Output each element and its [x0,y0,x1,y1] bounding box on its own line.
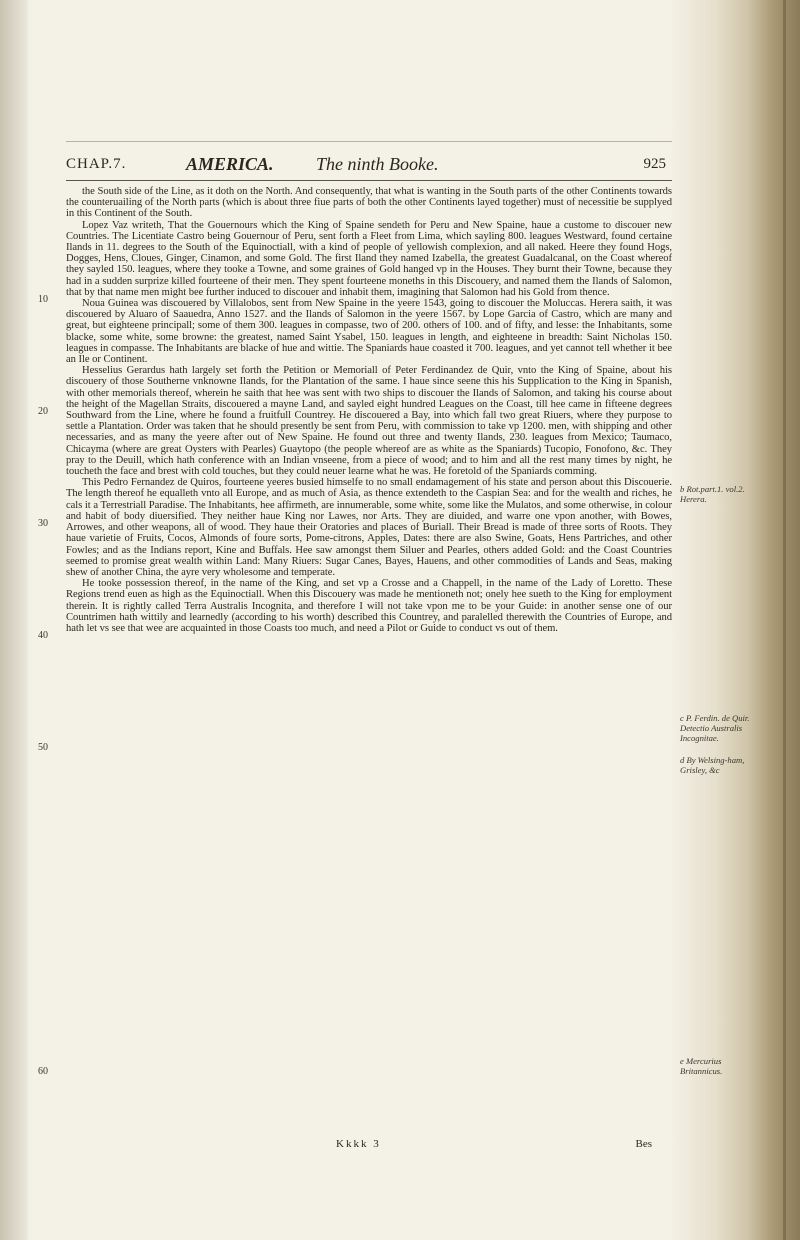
paragraph: Noua Guinea was discouered by Villalobos, sent from New Spaine in the yeere 1543, going to discouer the Moluccas. Herera saith, it was discouered by Aluaro of Saauedra, Anno 1527. and the Ilands of Salomon in the yeere 1567. by Lope Garcia of Castro, which are many and great, but eighteene principall; some of them 300. leagues in compasse, two of 200. others of 100. and of fifty, and lesse: the Inhabitants, some blacke, some white, some browne: the greatest, named Saint Ysabel, 150. leagues in length, and eighteene in breadth: Saint Nicholas 150. leagues in compasse. The Inhabitants are blacke of hue and wittie. The Spaniards haue coasted it 700. leagues, and yet cannot tell whether it bee an Ile or Continent. [66,298,672,366]
catchword: Bes [635,1138,652,1150]
paragraph: This Pedro Fernandez de Quiros, fourteene yeeres busied himselfe to no small endamagement of his state and person about this Discouerie. The length thereof he equalleth vnto all Europe, and as much of Asia, as thence extendeth to the Caspian Sea: and for the wealth and riches, he cals it a Terrestriall Paradise. The Inhabitants, hee affirmeth, are innumerable, some white, some like the Mulatos, and some otherwise, in colour and habit of body diuersified. They neither haue King nor Lawes, nor Arts. They are diuided, and warre one vpon another, with Bowes, Arrowes, and other weapons, all of wood. They haue their Oratories and places of Buriall. Their Bread is made of three sorts of Roots. They haue varietie of Fruits, Cocos, Almonds of foure sorts, Pome-citrons, Apples, Dates: there are also Swine, Goats, Hens Partriches, and other Fowles; and as the Indians report, Kine and Buffals. Hee saw amongst them Siluer and Pearles, others added Gold: and the Coast Countries seemed to promise great wealth within Land: Many Riuers: Sugar Canes, Bayes, Hauens, and other commodities of Lands and Seas, making shew of another China, the ayre very wholesome and temperate. [66,477,672,578]
line-number: 20 [38,406,48,417]
book-binding [670,0,800,1240]
book-title: AMERICA. [186,154,274,174]
paragraph: Lopez Vaz writeth, That the Gouernours which the King of Spaine sendeth for Peru and New Spaine, haue a custome to discouer new Countries. The Licentiate Castro being Gouernour of Peru, sent forth a Fleet from Lima, which sayling 800. leagues Westward, found certaine Ilands in 11. degrees to the South of the Equinoctiall, with a kind of people of yellowish complexion, and all naked. Heere they found Hogs, Dogges, Hens, Cloues, Ginger, Cinamon, and some Gold. The first Iland they named Izabella, the greatest Guadalcanal, on the Coast whereof they sayled 150. leagues, where they tooke a Towne, and some graines of Gold hanged vp in the Houses. They burnt their Towne, because they had in a sudden surprize killed fourteene of their men. They spent fourteene moneths in this Discouery, and named them the Ilands of Salomon, that by that name men might bee further induced to discouer and inhabit them, imagining that Salomon had his Gold from thence. [66,219,672,298]
paragraph: the South side of the Line, as it doth on the North. And consequently, that what is wanting in the South parts of the other Continents towards the counteruailing of the North parts (which is about three fiue parts of both the other Continents layed together) must of necessitie be supplyed in this Continent of the South. [66,186,672,220]
page-footer [66,1138,672,1152]
header-rule [66,180,672,181]
top-rule [66,141,672,142]
page-number: 925 [643,156,666,172]
margin-note: b Rot.part.1. vol.2. Herera. [680,484,745,504]
line-number: 50 [38,742,48,753]
section-title: The ninth Booke. [316,154,439,174]
page-left-shadow [0,0,28,1240]
line-number: 30 [38,518,48,529]
margin-note: c P. Ferdin. de Quir. Detectio Australis Incognitae. [680,713,750,743]
margin-note: e Mercurius Britannicus. [680,1056,723,1076]
running-header [66,154,666,180]
paragraph: He tooke possession thereof, in the name of the King, and set vp a Crosse and a Chappell, in the name of the Lady of Loretto. These Regions trend euen as high as the Equinoctiall. When this Discouery was made he mentioneth not; onely hee sueth to the King for employment therein. It is rightly called Terra Australis Incognita, and therefore I will not take vpon me to be your Guide: in another sense one of our Countrimen hath wittily and learnedly (according to his worth) described this Countrey, and paralelled therewith the Countries of Europe, and hath let vs see that wee are acquainted in those Coasts too much, and need a Pilot or Guide to conduct vs out of them. [66,578,672,634]
line-number: 10 [38,294,48,305]
paragraph: Hesselius Gerardus hath largely set forth the Petition or Memoriall of Peter Ferdinandez de Quir, vnto the King of Spaine, about his discouery of those Southerne vnknowne Ilands, for the Plantation of the same. I haue since seene this his Supplication to the King in Spanish, with other memorials thereof, wherein he saith that hee was sent with two ships to discouer the Ilands of Salomon, and taking his course about the height of the Magellan Straits, discouered a mayne Land, and sayled eight hundred Leagues on the Coast, till hee came in fifteene degrees Southward from the Line, where he found a fruitfull Countrey. He discouered a Bay, into which fall two great Riuers, where they purpose to settle a Plantation. Order was taken that he should presently be sent from Peru, with commission to take vp 1200. men, with shipping and other necessaries, and as many the yeere after out of New Spaine. He found out three and twenty Ilands, 230. leagues from Mexico; Taumaco, Chicayma (where are great Oysters with Pearles) Guaytopo (the people whereof are as white as the Spaniards) Tucopio, Fonofono, &c. They pray to the Deuill, which hath conference with an Indian vnseene, from a piece of wood; and to him and all the rest many times by night, he toucheth the face and brest with cold touches, but they could neuer learne what he was. He foretold of the Spaniards comming. [66,365,672,478]
signature-mark: Kkkk 3 [336,1138,381,1150]
body-text [66,186,672,634]
line-number: 60 [38,1066,48,1077]
margin-note: d By Welsing-ham, Grisley, &c [680,755,745,775]
line-number: 40 [38,630,48,641]
chapter-label: CHAP.7. [66,156,127,172]
